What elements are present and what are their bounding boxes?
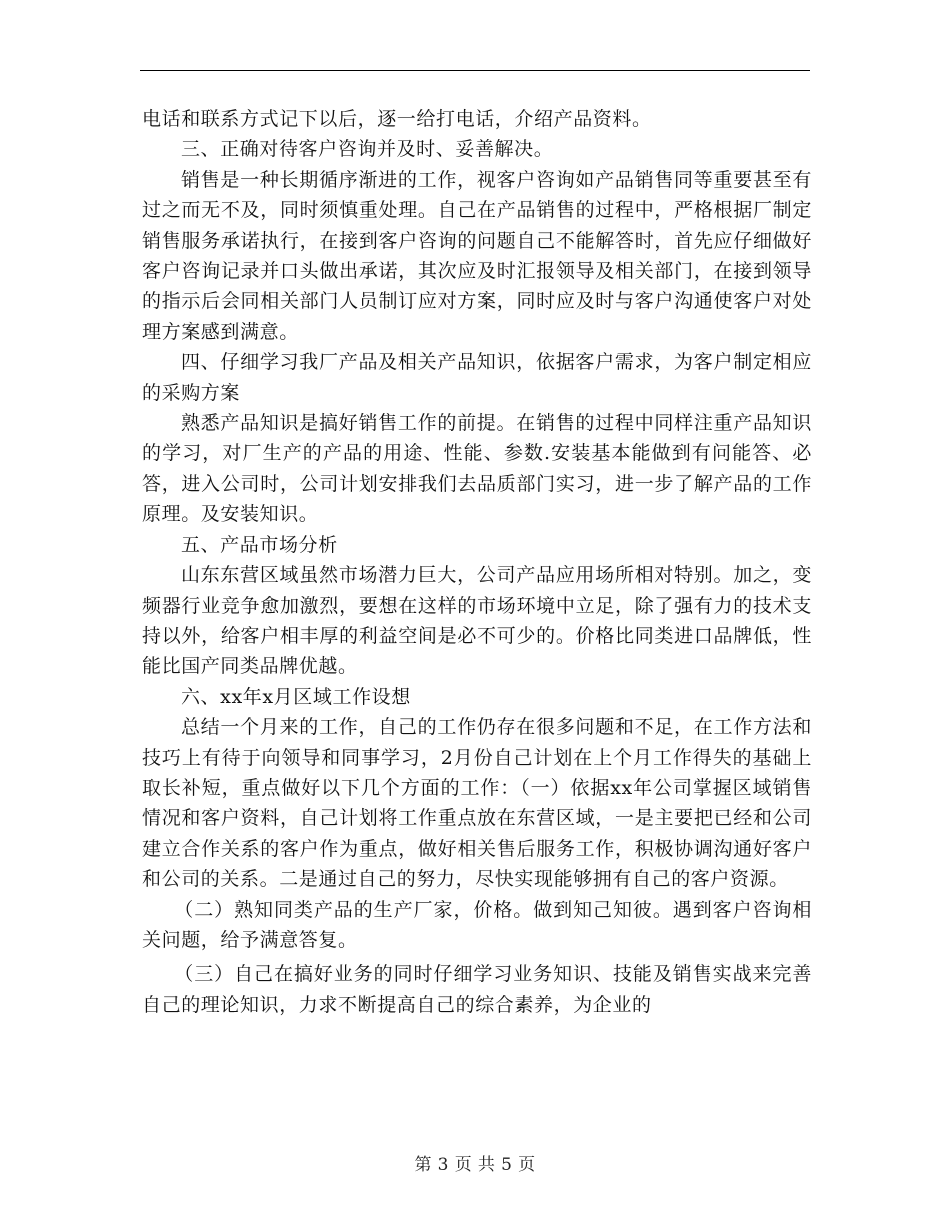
header-rule bbox=[140, 70, 810, 71]
paragraph: 山东东营区域虽然市场潜力巨大，公司产品应用场所相对特别。加之，变频器行业竞争愈加激烈，要想在这样的市场环境中立足，除了强有力的技术支持以外，给客户相丰厚的利益空间是必不可少的。价格比同类进口品牌低，性能比国产同类品牌优越。 bbox=[142, 564, 812, 678]
paragraph: 销售是一种长期循序渐进的工作，视客户咨询如产品销售同等重要甚至有过之而无不及，同时须慎重处理。自己在产品销售的过程中，严格根据厂制定销售服务承诺执行，在接到客户咨询的问题自己不能解答时，首先应仔细做好客户咨询记录并口头做出承诺，其次应及时汇报领导及相关部门，在接到领导的指示后会同相关部门人员制订应对方案，同时应及时与客户沟通使客户对处理方案感到满意。 bbox=[142, 168, 812, 343]
section-heading: 四、仔细学习我厂产品及相关产品知识，依据客户需求，为客户制定相应的采购方案 bbox=[142, 351, 812, 404]
section-heading: 三、正确对待客户咨询并及时、妥善解决。 bbox=[180, 138, 554, 161]
section-heading: 六、xx年x月区域工作设想 bbox=[180, 685, 411, 708]
document-body bbox=[142, 104, 812, 1020]
page-number-label: 第 3 页 共 5 页 bbox=[414, 1155, 536, 1175]
section-heading: 五、产品市场分析 bbox=[180, 533, 338, 556]
paragraph: 熟悉产品知识是搞好销售工作的前提。在销售的过程中同样注重产品知识的学习，对厂生产的产品的用途、性能、参数.安装基本能做到有问能答、必答，进入公司时，公司计划安排我们去品质部门实习，进一步了解产品的工作原理。及安装知识。 bbox=[142, 412, 812, 526]
paragraph: （二）熟知同类产品的生产厂家，价格。做到知己知彼。遇到客户咨询相关问题，给予满意答复。 bbox=[142, 898, 812, 951]
paragraph: （三）自己在搞好业务的同时仔细学习业务知识、技能及销售实战来完善自己的理论知识，力求不断提高自己的综合素养，为企业的 bbox=[142, 963, 812, 1016]
paragraph: 电话和联系方式记下以后，逐一给打电话，介绍产品资料。 bbox=[142, 108, 652, 130]
page-number-footer bbox=[0, 1150, 950, 1175]
paragraph: 总结一个月来的工作，自己的工作仍存在很多问题和不足，在工作方法和技巧上有待于向领导和同事学习，2月份自己计划在上个月工作得失的基础上取长补短，重点做好以下几个方面的工作：（一）依据xx年公司掌握区域销售情况和客户资料，自己计划将工作重点放在东营区域，一是主要把已经和公司建立合作关系的客户作为重点，做好相关售后服务工作，积极协调沟通好客户和公司的关系。二是通过自己的努力，尽快实现能够拥有自己的客户资源。 bbox=[142, 716, 812, 891]
